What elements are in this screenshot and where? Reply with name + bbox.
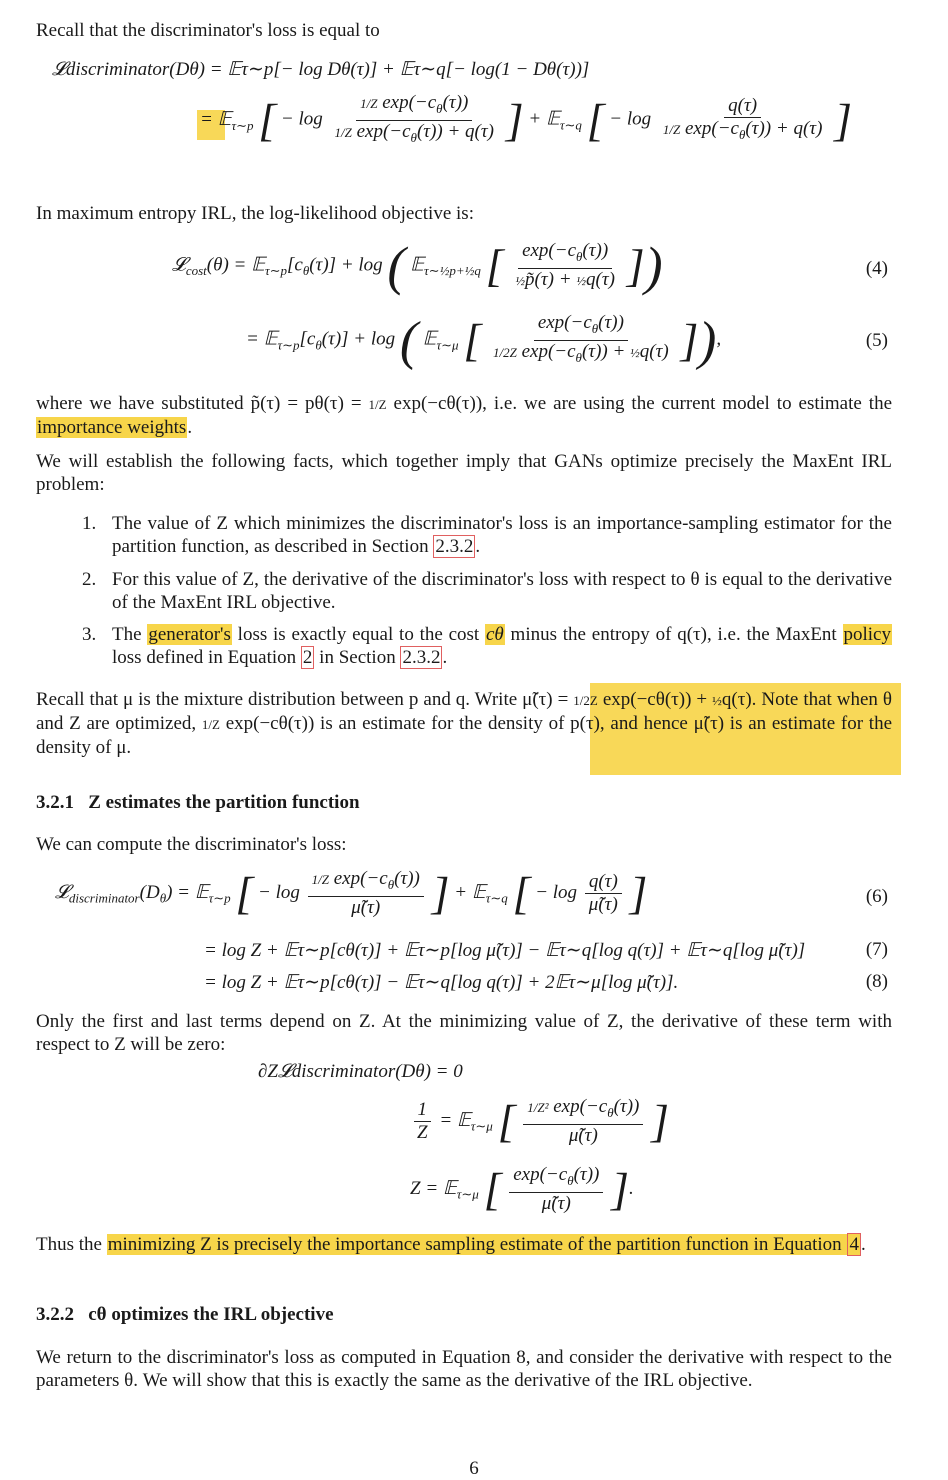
- establish-paragraph: We will establish the following facts, which together imply that GANs optimize precisely the MaxEnt IRL problem:: [36, 451, 892, 495]
- return-paragraph: We return to the discriminator's loss as computed in Equation 8, and consider the derivative with respect to the parameters θ. We will show that this is exactly the same as the derivative of the IRL objective.: [36, 1347, 892, 1391]
- eq-7: = log Z + 𝔼τ∼p[cθ(τ)] + 𝔼τ∼p[log μ̃(τ)] − 𝔼τ∼q[log q(τ)] + 𝔼τ∼q[log μ̃(τ)]: [204, 940, 806, 961]
- equation-4-ref-link[interactable]: 4: [849, 1234, 859, 1255]
- equation-ref-link[interactable]: 2: [302, 647, 313, 668]
- highlight-importance-weights: importance weights: [37, 417, 187, 438]
- eq-discriminator-loss-expanded: = 𝔼$_{\tau\sim p}$ [ − log $\frac{1/Z \exp(-c_\theta(\tau))}{1/Z \exp(-c_\theta(\tau)) + q(\tau)}$ ] + 𝔼$_{\tau\sim q}$ [ − log $\frac{q(\tau)}{1/Z \exp(-c_\theta(\tau)) + q(\tau)}$ ]: [200, 92, 853, 146]
- highlight-generators: generator's: [148, 624, 231, 645]
- eq-8: = log Z + 𝔼τ∼p[cθ(τ)] − 𝔼τ∼q[log q(τ)] + 2𝔼τ∼μ[log μ̃(τ)].: [204, 972, 679, 993]
- eq-z: Z = 𝔼$_{\tau\sim\mu}$ [ $\frac{\exp(-c_\theta(\tau))}{\mũ(\tau)}$ ].: [410, 1163, 634, 1215]
- eq-4-number: (4): [865, 258, 888, 279]
- fact-3: 3. The generator's loss is exactly equal to the cost cθ minus the entropy of q(τ), i.e. the MaxEnt policy loss defined in Equation 2 in Section 2.3.2 .: [82, 624, 891, 668]
- eq-8-number: (8): [865, 971, 888, 992]
- highlight-policy: policy: [843, 624, 891, 645]
- highlight-c-theta: cθ: [485, 624, 504, 645]
- only-first-paragraph: Only the first and last terms depend on Z. At the minimizing value of Z, the derivative of these term with respect to Z will be zero:: [36, 1011, 892, 1055]
- highlight-minimizing-z: minimizing Z is precisely the importance sampling estimate of the partition function in Equation: [107, 1234, 847, 1255]
- recall-mu-paragraph: Recall that μ is the mixture distribution between p and q. Write μ̃(τ) = 1/2Z exp(−cθ(τ)) + ½q(τ). Note that when θ and Z are optimized, 1/Z exp(−cθ(τ)) is an estimate for the density of p(τ), and hence μ̃(τ) is an estimate for the density of μ.: [36, 689, 893, 758]
- eq-one-over-z: $\frac{1}{Z}$ = 𝔼$_{\tau\sim\mu}$ [ $\frac{1/Z^2 \exp(-c_\theta(\tau))}{\mũ(\tau)}$ ]: [410, 1096, 669, 1147]
- eq-6: $𝓛_{discriminator}(D_\theta)$ = 𝔼$_{\tau\sim p}$ [ − log $\frac{1/Z \exp(-c_\theta(\tau))}{\mũ(\tau)}$ ] + 𝔼$_{\tau\sim q}$ [ − log $\frac{q(\tau)}{\mũ(\tau)}$ ]: [55, 867, 648, 919]
- fact-2: 2. For this value of Z, the derivative of the discriminator's loss with respect to θ is equal to the derivative of the MaxEnt IRL objective.: [82, 569, 892, 613]
- maxent-intro: In maximum entropy IRL, the log-likelihood objective is:: [36, 203, 474, 224]
- eq-5: = $𝔼_{\tau\sim p}[c_\theta(\tau)] + \log$ ( 𝔼$_{\tau\sim\mu}$ [ $\frac{\exp(-c_\theta(\tau))}{1/2Z \exp(-c_\theta(\tau)) + \frac{1}{2}q(\tau)}$ ]),: [246, 310, 722, 371]
- eq-5-number: (5): [865, 330, 888, 351]
- eq-discriminator-loss: 𝓛discriminator(Dθ) = 𝔼τ∼p[− log Dθ(τ)] + 𝔼τ∼q[− log(1 − Dθ(τ))]: [52, 59, 590, 80]
- intro-recall: Recall that the discriminator's loss is equal to: [36, 20, 380, 41]
- eq-6-number: (6): [865, 886, 888, 907]
- page-number: 6: [469, 1458, 479, 1479]
- compute-text: We can compute the discriminator's loss:: [36, 834, 347, 855]
- eq-derivative-z: ∂Z𝓛discriminator(Dθ) = 0: [258, 1061, 463, 1082]
- section-3-2-2-heading: 3.2.2 cθ optimizes the IRL objective: [36, 1304, 334, 1325]
- eq-7-number: (7): [865, 939, 888, 960]
- section-3-2-1-heading: 3.2.1 Z estimates the partition function: [36, 792, 360, 813]
- eq-4: 𝓛$_{cost}$(θ) = $𝔼_{\tau\sim p}[c_\theta(\tau)] + \log$ ( 𝔼$_{\tau\sim\frac{1}{2}p+\frac{1}{2}q}$ [ $\frac{\exp(-c_\theta(\tau))}{\text{½p̃(τ) + ½q(τ)}}$ ]): [172, 235, 663, 296]
- section-ref-link-2[interactable]: 2.3.2: [402, 647, 441, 668]
- thus-paragraph: Thus the minimizing Z is precisely the importance sampling estimate of the partition function in Equation 4 .: [36, 1234, 866, 1255]
- fact-1: 1. The value of Z which minimizes the discriminator's loss is an importance-sampling estimator for the partition function, as described in Section 2.3.2 .: [82, 513, 892, 557]
- section-ref-link[interactable]: 2.3.2: [435, 536, 474, 557]
- where-paragraph: where we have substituted p̃(τ) = pθ(τ) = 1/Z exp(−cθ(τ)), i.e. we are using the current model to estimate the importance weights.: [36, 393, 892, 438]
